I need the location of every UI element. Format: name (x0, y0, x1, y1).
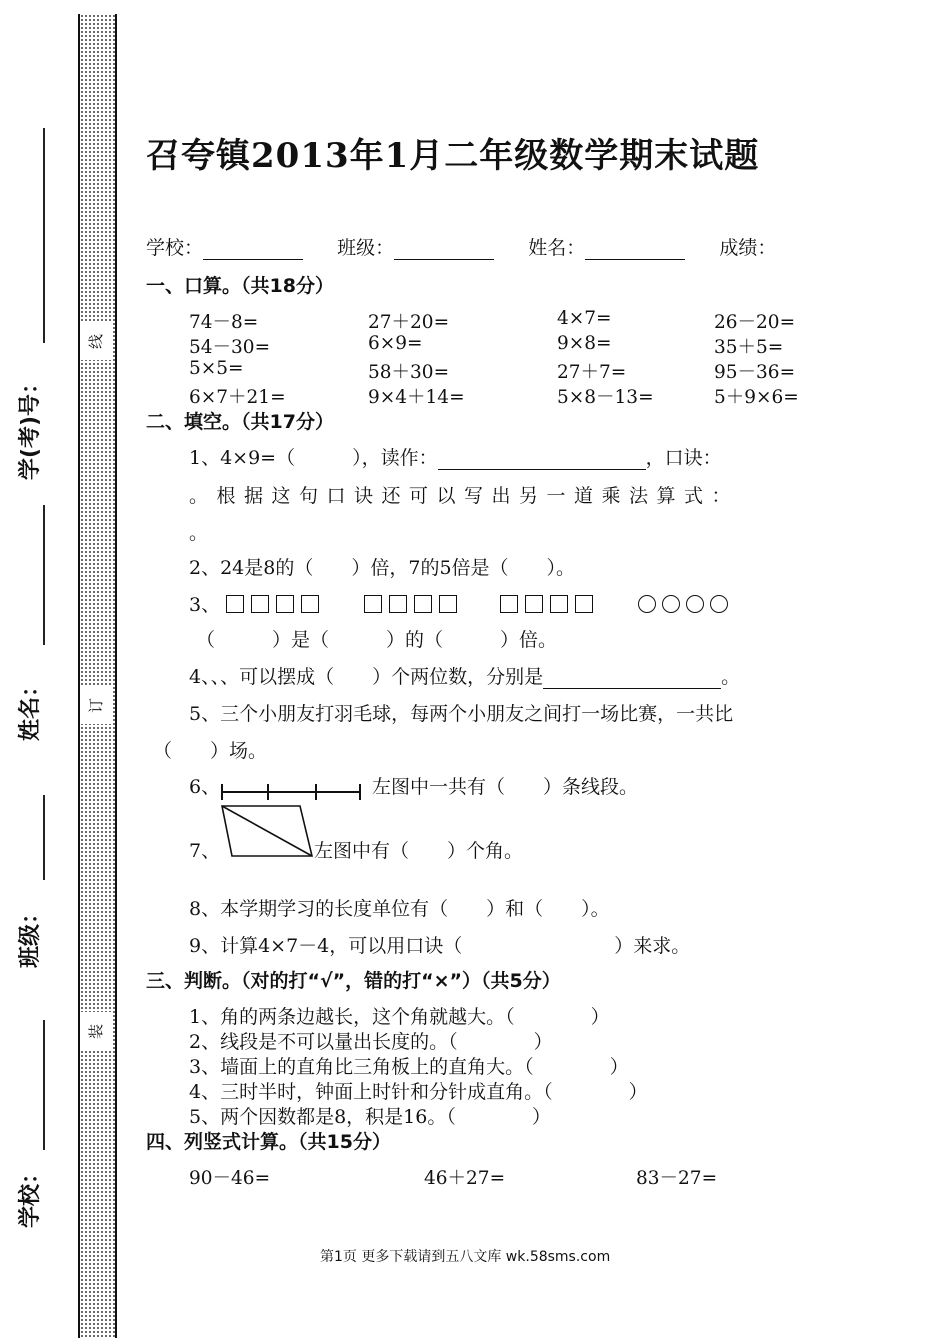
name-label: 姓名： (18, 675, 43, 742)
calc-item: 5＋9×6= (714, 387, 799, 408)
square-shape (414, 595, 432, 613)
fill-question-8: 8、本学期学习的长度单位有（ ）和（ ）。 (189, 898, 610, 920)
fill-question-4: 4、、、可以摆成（ ）个两位数，分别是 。 (189, 666, 741, 688)
page-footer: 第1页 更多下载请到五八文库 wk.58sms.com (320, 1249, 611, 1265)
fill-question-3-answer: （ ）是（ ）的（ ）倍。 (196, 629, 558, 651)
strip-label-staple: 装 (80, 1012, 111, 1050)
header-fields (146, 233, 776, 260)
exam-title: 召夸镇2013年1月二年级数学期末试题 (146, 136, 760, 176)
square-shape (251, 595, 269, 613)
calc-item: 35＋5= (714, 337, 784, 358)
fill-question-5: 5、三个小朋友打羽毛球，每两个小朋友之间打一场比赛，一共比 (189, 703, 734, 725)
circle-shape (686, 595, 704, 613)
square-shape (550, 595, 568, 613)
name-field-label: 姓名： (528, 237, 586, 259)
calc-item: 27＋20= (368, 312, 450, 333)
binding-line (43, 128, 45, 343)
binding-line (43, 795, 45, 880)
calc-item: 5×5= (189, 358, 244, 379)
score-field-label: 成绩： (719, 237, 777, 259)
binding-line (43, 1020, 45, 1150)
calc-item: 95－36= (714, 362, 796, 383)
circle-shape (638, 595, 656, 613)
fill-question-6-number: 6、 (189, 776, 221, 798)
square-shape (500, 595, 518, 613)
fill-question-1: 1、4×9=（ ），读作： ，口诀： (189, 447, 722, 469)
calc-item: 9×8= (557, 333, 612, 354)
section-heading: 三、判断。（对的打“√”，错的打“×”）（共5分） (146, 970, 561, 992)
judge-item: 5、两个因数都是8，积是16。（ ） (189, 1106, 551, 1128)
square-shape (364, 595, 382, 613)
class-field[interactable] (394, 241, 494, 260)
strip-label-bind: 订 (80, 686, 111, 724)
square-shape (389, 595, 407, 613)
answer-blank[interactable] (543, 670, 721, 689)
square-shape (301, 595, 319, 613)
fill-question-3: 3、 (189, 590, 734, 617)
calc-item: 27＋7= (557, 362, 627, 383)
square-shape (439, 595, 457, 613)
judge-item: 2、线段是不可以量出长度的。（ ） (189, 1031, 553, 1053)
calc-item: 5×8－13= (557, 387, 654, 408)
calc-item: 26－20= (714, 312, 796, 333)
fill-question-9: 9、计算4×7－4，可以用口诀（ ）来求。 (189, 935, 691, 957)
fill-question-1-cont: 。根据这句口诀还可以写出另一道乘法算式： (189, 485, 740, 507)
vertical-calc-item: 83－27= (636, 1168, 718, 1189)
square-shape (525, 595, 543, 613)
strip-label-line: 线 (80, 322, 111, 360)
segment-figure (218, 780, 364, 802)
calc-item: 58＋30= (368, 362, 450, 383)
section-heading: 二、填空。（共17分） (146, 411, 334, 433)
square-shape (276, 595, 294, 613)
judge-item: 3、墙面上的直角比三角板上的直角大。（ ） (189, 1056, 629, 1078)
judge-item: 4、三时半时，钟面上时针和分针成直角。（ ） (189, 1081, 648, 1103)
calc-item: 4×7= (557, 308, 612, 329)
fill-question-2: 2、24是8的（ ）倍，7的5倍是（ ）。 (189, 557, 576, 579)
calc-item: 6×9= (368, 333, 423, 354)
name-field[interactable] (585, 241, 685, 260)
parallelogram-figure (218, 802, 318, 860)
fill-question-5-cont: （ ）场。 (153, 740, 268, 762)
section-heading: 一、口算。（共18分） (146, 275, 334, 297)
school-field[interactable] (203, 241, 303, 260)
fill-question-7: 左图中有（ ）个角。 (314, 840, 524, 862)
vertical-calc-item: 90－46= (189, 1168, 271, 1189)
class-field-label: 班级： (337, 237, 395, 259)
class-label: 班级： (18, 902, 43, 969)
fill-question-7-number: 7、 (189, 840, 221, 862)
fill-question-1-end: 。 (189, 522, 209, 544)
fill-question-6: 左图中一共有（ ）条线段。 (372, 776, 639, 798)
square-shape (226, 595, 244, 613)
calc-item: 6×7＋21= (189, 387, 286, 408)
calc-item: 54－30= (189, 337, 271, 358)
circle-shape (662, 595, 680, 613)
answer-blank[interactable] (438, 451, 646, 470)
judge-item: 1、角的两条边越长，这个角就越大。（ ） (189, 1006, 610, 1028)
school-field-label: 学校： (146, 237, 204, 259)
vertical-calc-item: 46＋27= (424, 1168, 506, 1189)
margin-rule (115, 14, 117, 1338)
binding-line (43, 505, 45, 645)
square-shape (575, 595, 593, 613)
binding-strip (78, 14, 117, 1338)
calc-item: 74－8= (189, 312, 259, 333)
circle-shape (710, 595, 728, 613)
school-label: 学校： (18, 1162, 43, 1229)
section-heading: 四、列竖式计算。（共15分） (146, 1131, 391, 1153)
calc-item: 9×4＋14= (368, 387, 465, 408)
student-id-label: 学(考)号： (18, 371, 43, 481)
